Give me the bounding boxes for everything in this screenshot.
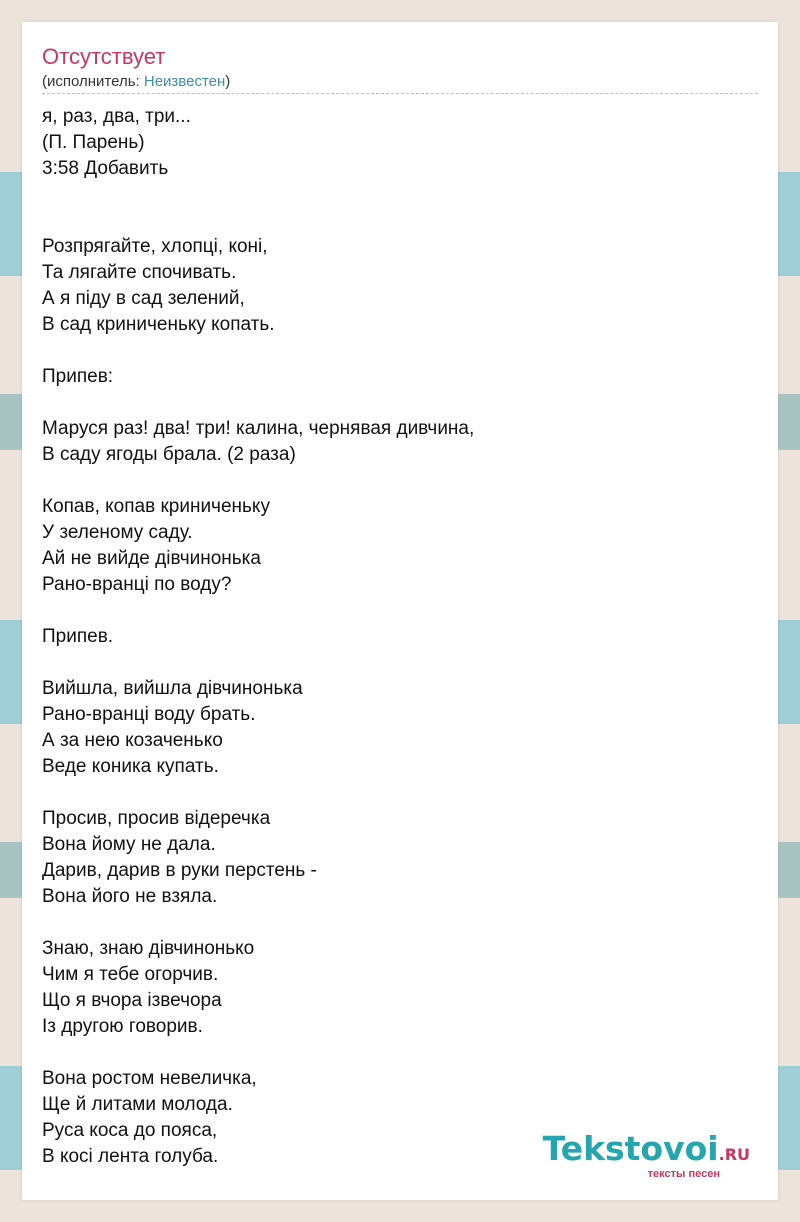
artist-prefix: (исполнитель:	[42, 73, 144, 90]
artist-line	[42, 72, 230, 92]
divider	[42, 93, 758, 94]
logo-tagline: тексты песен	[647, 1168, 720, 1180]
site-logo[interactable]	[542, 1129, 750, 1180]
song-title: Отсутствует	[42, 44, 166, 69]
logo-name: Tekstovoi	[542, 1129, 719, 1168]
logo-tld: .RU	[718, 1145, 750, 1164]
logo-wordmark	[542, 1129, 750, 1172]
lyrics-card	[22, 22, 778, 1200]
lyrics-text: я, раз, два, три... (П. Парень) 3:58 Добавить Розпрягайте, хлопці, коні, Та лягайте спочивать. А я піду в сад зелений, В сад криниченьку копать. Припев: Маруся раз! два! три! калина, чернявая дивчина, В саду ягоды брала. (2 раза) Копав, копав криниченьку У зеленому саду. Ай не вийде дівчинонька Рано-вранці по воду? Припев. Вийшла, вийшла дівчинонька Рано-вранці воду брать. А за нею козаченько Веде коника купать. Просив, просив відеречка Вона йому не дала. Дарив, дарив в руки перстень - Вона його не взяла. Знаю, знаю дівчинонько Чим я тебе огорчив. Що я вчора ізвечора Із другою говорив. Вона ростом невеличка, Ще й литами молода. Руса коса до пояса, В косі лента голуба.	[42, 106, 475, 1167]
artist-suffix: )	[225, 73, 231, 90]
artist-link[interactable]: Неизвестен	[143, 73, 226, 90]
